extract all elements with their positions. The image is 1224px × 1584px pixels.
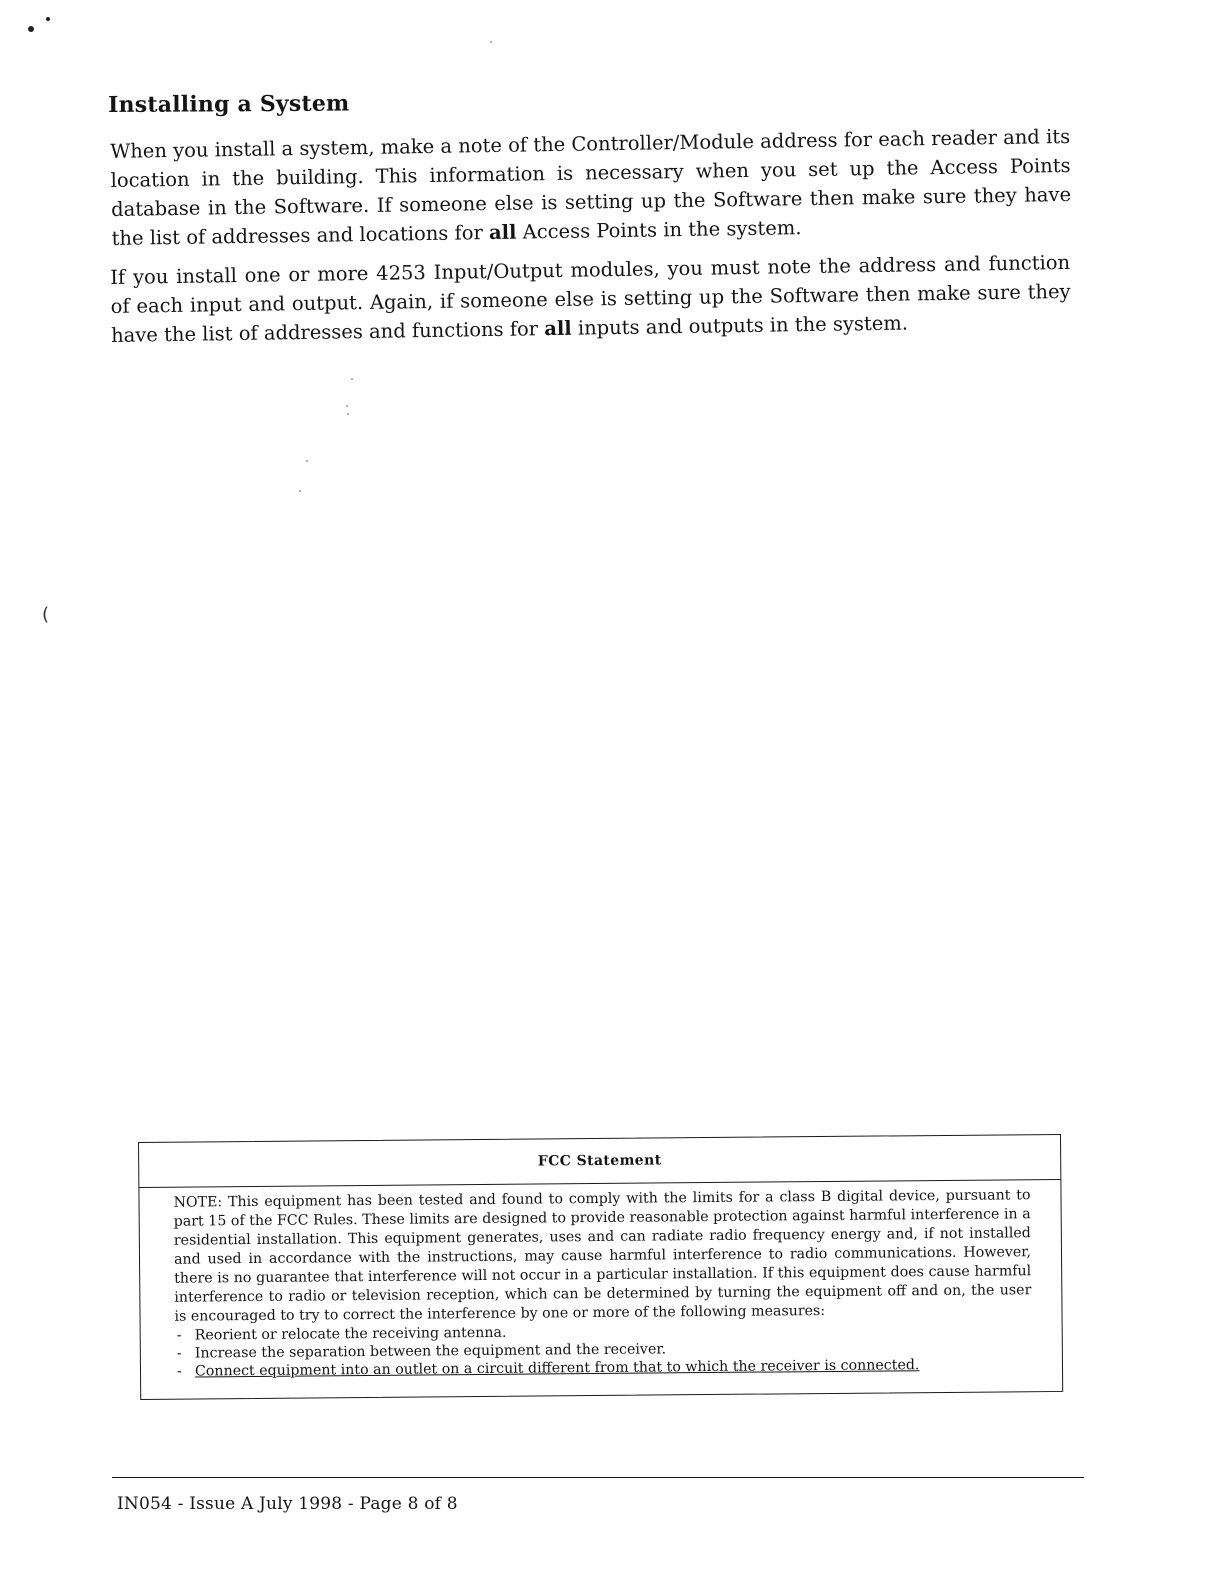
binder-hole-mark: (	[42, 604, 50, 625]
list-item: - Increase the separation between the equipment and the receiver.	[175, 1337, 1032, 1362]
paragraph-install-note	[110, 121, 1072, 252]
scan-artifact	[347, 413, 349, 415]
scan-artifact	[306, 460, 308, 462]
scan-artifact	[299, 490, 301, 492]
page-footer: IN054 - Issue A July 1998 - Page 8 of 8	[117, 1494, 458, 1514]
emphasis-all: all	[544, 316, 572, 340]
emphasis-all: all	[488, 220, 517, 244]
scan-artifact	[346, 405, 348, 407]
scan-artifact	[28, 26, 34, 32]
footer-divider	[112, 1477, 1084, 1478]
paragraph-io-modules	[110, 247, 1071, 349]
scan-artifact	[351, 378, 353, 380]
paragraph-text: Access Points in the system.	[516, 215, 802, 244]
list-item: - Reorient or relocate the receiving antenna.	[175, 1319, 1032, 1344]
fcc-note-text: NOTE: This equipment has been tested and found to comply with the limits for a class B digital device, pursuant to part 15 of the FCC Rules. These limits are designed to provide reasonable protection against harmful interference in a residential installation. This equipment generates, uses and can radiate radio frequency energy and, if not installed and used in accordance with the instructions, may cause harmful interference to radio communications. However, there is no guarantee that interference will not occur in a particular installation. If this equipment does cause harmful interference to radio or television reception, which can be determined by turning the equipment off and on, the user is encouraged to try to correct the interference by one or more of the following measures:	[173, 1187, 1032, 1325]
fcc-statement-box	[138, 1134, 1063, 1400]
fcc-measures-list	[175, 1319, 1032, 1380]
paragraph-text: When you install a system, make a note of the Controller/Module address for each reader and its location in the building. This information is necessary when you set up the Access Points database in the Software. If someone else is setting up the Software then make sure they have the list of addresses and locations for	[110, 124, 1072, 250]
scan-artifact	[490, 41, 492, 43]
fcc-statement-body	[139, 1180, 1062, 1381]
paragraph-text: inputs and outputs in the system.	[571, 310, 909, 340]
list-item: - Connect equipment into an outlet on a circuit different from that to which the receiver is connected.	[175, 1355, 1032, 1380]
paragraph-text: If you install one or more 4253 Input/Output modules, you must note the address and function of each input and output. Again, if someone else is setting up the Software then make sure they have the list of addresses and functions for	[110, 250, 1071, 347]
fcc-statement-title: FCC Statement	[139, 1135, 1060, 1188]
section-heading: Installing a System	[108, 90, 350, 119]
scan-artifact	[46, 17, 50, 21]
